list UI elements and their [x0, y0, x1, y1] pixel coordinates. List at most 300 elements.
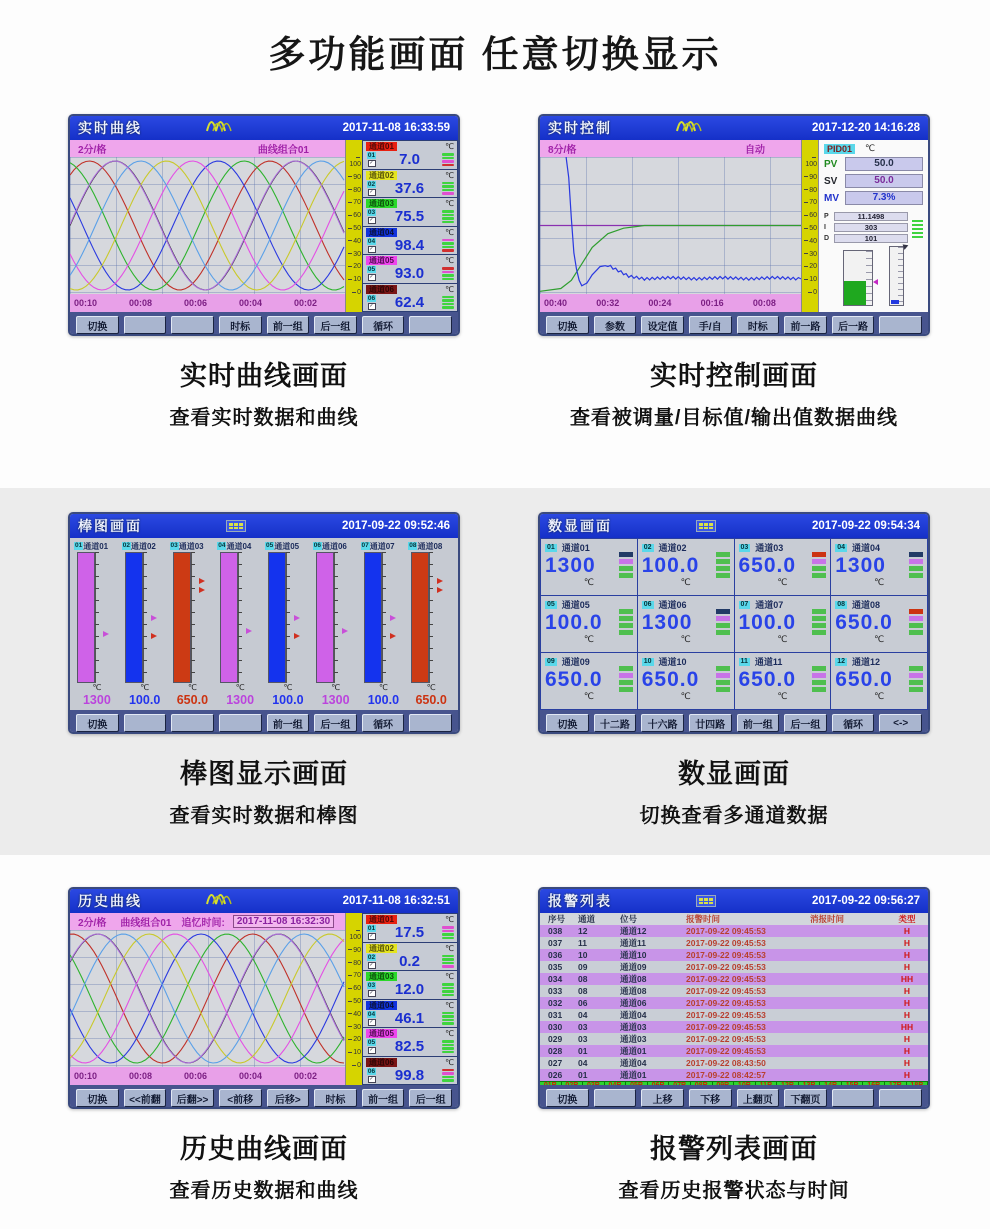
- panel-button[interactable]: 上翻页: [737, 1089, 780, 1107]
- alarm-row[interactable]: [540, 1009, 928, 1021]
- panel-button[interactable]: 设定值: [641, 316, 684, 334]
- time-tick: 00:24: [648, 298, 672, 308]
- alarm-cell: 通道10: [620, 950, 647, 960]
- indicator-bar: [716, 666, 730, 671]
- time-tick: 00:08: [129, 298, 153, 308]
- channel-card-top: [363, 255, 457, 265]
- channel-checkbox[interactable]: ✓: [369, 274, 374, 281]
- digital-cell[interactable]: [831, 539, 927, 595]
- time-tick: 00:02: [294, 298, 318, 308]
- alarm-row[interactable]: [540, 973, 928, 985]
- panel-button[interactable]: 前一组: [737, 714, 780, 732]
- channel-card[interactable]: [363, 943, 457, 971]
- panel-button[interactable]: 后一组: [314, 316, 357, 334]
- channel-number: 08: [409, 542, 417, 549]
- panel-button-blank[interactable]: [171, 316, 214, 334]
- panel-button[interactable]: 后一组: [314, 714, 357, 732]
- scale-tick: 10: [346, 1049, 361, 1056]
- channel-value: 100.0: [641, 554, 700, 577]
- scale-tick: 70: [346, 199, 361, 206]
- digital-cell[interactable]: [831, 596, 927, 652]
- interval-label: 2分/格: [78, 145, 107, 156]
- scale-tick: 20: [346, 1036, 361, 1043]
- caption-title: 数显画面: [678, 759, 790, 789]
- panel-button[interactable]: 时标: [314, 1089, 357, 1107]
- channel-card[interactable]: [363, 198, 457, 226]
- indicator-bar: [442, 933, 454, 936]
- alarm-row[interactable]: [540, 949, 928, 961]
- channel-list: [362, 913, 458, 1085]
- channel-name: 通道03: [755, 543, 784, 553]
- channel-name: 通道11: [754, 657, 783, 667]
- alarm-row[interactable]: [540, 925, 928, 937]
- alarm-row[interactable]: [540, 1033, 928, 1045]
- alarm-cell: 032: [548, 998, 563, 1008]
- indicator-bar: [442, 1015, 454, 1018]
- bar-column-head: [74, 540, 120, 552]
- channel-number: 02: [643, 543, 652, 551]
- indicator-bar: [442, 296, 454, 299]
- channel-indicator-bars: [812, 666, 826, 692]
- alarm-row[interactable]: [540, 1069, 928, 1081]
- alarm-marker-icon: [151, 615, 157, 621]
- alarm-cell: 2017-09-22 09:45:53: [686, 938, 766, 948]
- scale-tick: 70: [346, 972, 361, 979]
- channel-checkbox[interactable]: ✓: [369, 160, 374, 167]
- panel-button[interactable]: 十二路: [594, 714, 637, 732]
- bar-column[interactable]: [265, 540, 311, 709]
- channel-number: 01: [367, 152, 376, 160]
- panel-button[interactable]: 上移: [641, 1089, 684, 1107]
- channel-indicator-bars: [442, 1012, 454, 1025]
- panel-button[interactable]: 后一组: [409, 1089, 452, 1107]
- panel-button[interactable]: 循环: [832, 714, 875, 732]
- button-bar: [70, 312, 458, 336]
- indicator-bar: [619, 616, 633, 621]
- alarm-cell: 通道03: [620, 1022, 647, 1032]
- alarm-cell: 通道06: [620, 998, 647, 1008]
- bar-fill: [411, 552, 429, 683]
- alarm-cell: 通道11: [620, 938, 646, 948]
- control-plot: [540, 157, 801, 294]
- bar-scale: [95, 552, 102, 683]
- bar-column-head: [265, 540, 311, 552]
- alarm-cell: 09: [578, 962, 588, 972]
- digital-cell[interactable]: [831, 653, 927, 709]
- channel-checkbox[interactable]: ✓: [369, 188, 374, 195]
- panel-button[interactable]: 廿四路: [689, 714, 732, 732]
- channel-unit: ℃: [680, 691, 691, 702]
- alarm-cell: 通道01: [620, 1070, 647, 1080]
- curve-infobar: [70, 140, 345, 157]
- channel-name: 通道05: [366, 256, 397, 265]
- alarm-cell: 2017-09-22 09:45:53: [686, 1022, 766, 1032]
- indicator-bar: [812, 616, 826, 621]
- alarm-cell: 2017-09-22 09:45:53: [686, 926, 766, 936]
- realtime-chart[interactable]: [70, 157, 345, 294]
- indicator-bar: [909, 630, 923, 635]
- indicator-bar: [442, 249, 454, 252]
- panel-button-blank[interactable]: [879, 316, 922, 334]
- channel-number-box: [366, 238, 377, 253]
- channel-card-mid: [363, 1038, 457, 1056]
- channel-card-mid: [363, 1010, 457, 1028]
- panel-button[interactable]: 后移>: [267, 1089, 310, 1107]
- alarm-marker-icon: [437, 587, 443, 593]
- alarm-column-header: 序号: [548, 914, 566, 924]
- channel-number-box: [366, 181, 377, 196]
- channel-card[interactable]: [363, 1000, 457, 1028]
- channel-number: 03: [367, 982, 376, 990]
- panel-button[interactable]: 切换: [546, 1089, 589, 1107]
- panel-button[interactable]: 十六路: [641, 714, 684, 732]
- panel-button-blank[interactable]: [124, 714, 167, 732]
- scale-tick: 60: [346, 985, 361, 992]
- bar-area: [170, 552, 216, 683]
- indicator-bar: [619, 673, 633, 678]
- digital-cell[interactable]: [541, 596, 637, 652]
- alarm-column-header: 类型: [898, 914, 916, 924]
- channel-name: 通道02: [366, 944, 397, 953]
- panel-button[interactable]: 循环: [362, 316, 405, 334]
- scale-tick: 100: [346, 154, 361, 168]
- panel-button-blank[interactable]: [409, 316, 452, 334]
- mv-curve: [566, 157, 801, 286]
- digital-cell[interactable]: [638, 653, 734, 709]
- indicator-bar: [442, 1040, 454, 1043]
- panel-button[interactable]: 下翻页: [784, 1089, 827, 1107]
- channel-unit: ℃: [445, 256, 454, 265]
- digital-cell[interactable]: [541, 653, 637, 709]
- indicator-bar: [812, 609, 826, 614]
- channel-unit: ℃: [874, 577, 885, 588]
- indicator-bar: [442, 1012, 454, 1015]
- digital-cell[interactable]: [735, 539, 831, 595]
- panel-button[interactable]: 时标: [219, 316, 262, 334]
- channel-unit: ℃: [445, 142, 454, 151]
- channel-checkbox[interactable]: ✓: [369, 1018, 374, 1025]
- alarm-cell: 04: [578, 1010, 588, 1020]
- panel-button[interactable]: <前移: [219, 1089, 262, 1107]
- bar-column[interactable]: [170, 540, 216, 709]
- bar-graph-body: [70, 538, 458, 710]
- panel-button[interactable]: <<前翻: [124, 1089, 167, 1107]
- channel-card-top: [363, 284, 457, 294]
- indicator-bar: [909, 623, 923, 628]
- channel-card[interactable]: [363, 284, 457, 312]
- alarm-row[interactable]: [540, 937, 928, 949]
- panel-button[interactable]: 前一组: [267, 714, 310, 732]
- channel-indicator-bars: [812, 609, 826, 635]
- panel-button[interactable]: <->: [879, 714, 922, 732]
- value-scale: [801, 140, 818, 312]
- indicator-bar: [442, 962, 454, 965]
- panel-history-curve: [68, 887, 460, 1109]
- button-bar: [540, 1085, 928, 1109]
- channel-card-mid: [363, 294, 457, 312]
- alarm-marker-icon: [294, 615, 300, 621]
- panel-button[interactable]: 切换: [76, 1089, 119, 1107]
- panel-button[interactable]: 手/自: [689, 316, 732, 334]
- channel-name: 通道02: [130, 541, 156, 551]
- panel-button-blank[interactable]: [171, 714, 214, 732]
- digital-cell[interactable]: [541, 539, 637, 595]
- indicator-bar: [442, 221, 454, 224]
- indicator-bar: [619, 623, 633, 628]
- channel-unit: ℃: [445, 1057, 454, 1067]
- panel-button-blank[interactable]: [879, 1089, 922, 1107]
- alarm-cell: 027: [548, 1058, 563, 1068]
- panel-button-blank[interactable]: [832, 1089, 875, 1107]
- alarm-column-header: 消报时间: [810, 914, 845, 924]
- channel-checkbox[interactable]: ✓: [369, 1047, 374, 1054]
- channel-name: 通道06: [366, 1058, 397, 1067]
- alarm-column-header: 报警时间: [686, 914, 721, 924]
- bar-area: [122, 552, 168, 683]
- panel-button-blank[interactable]: [124, 316, 167, 334]
- channel-card-mid: [363, 265, 457, 283]
- indicator-bar: [812, 680, 826, 685]
- channel-card[interactable]: [363, 1057, 457, 1085]
- time-tick: 00:06: [184, 298, 208, 308]
- alarm-cell: 2017-09-22 09:45:53: [686, 1034, 766, 1044]
- channel-number: 02: [367, 180, 376, 188]
- caption-title: 历史曲线画面: [180, 1134, 348, 1164]
- signal-bars-icon: [912, 212, 923, 245]
- alarm-cell: 通道09: [620, 962, 647, 972]
- channel-indicator-bars: [442, 983, 454, 996]
- channel-checkbox[interactable]: ✓: [369, 990, 374, 997]
- channel-card[interactable]: [363, 971, 457, 999]
- channel-unit: ℃: [445, 1000, 454, 1010]
- mode-label: 自动: [745, 145, 765, 156]
- indicator-bar: [812, 552, 826, 557]
- alarm-cell: 2017-09-22 09:45:53: [686, 974, 766, 984]
- channel-number: 06: [367, 1067, 376, 1075]
- channel-card[interactable]: [363, 255, 457, 283]
- alarm-row[interactable]: [540, 1021, 928, 1033]
- bar-column[interactable]: [313, 540, 359, 709]
- panel-header: [540, 116, 928, 140]
- indicator-bar: [442, 926, 454, 929]
- digital-cell[interactable]: [735, 653, 831, 709]
- channel-value: 98.4: [394, 236, 425, 254]
- channel-number: 03: [170, 542, 178, 549]
- digital-cell[interactable]: [735, 596, 831, 652]
- panel-button[interactable]: 参数: [594, 316, 637, 334]
- bar-fill: [220, 552, 238, 683]
- digital-cell[interactable]: [638, 539, 734, 595]
- section-bottom: [0, 855, 990, 1229]
- alarm-cell: 2017-09-22 09:45:53: [686, 998, 766, 1008]
- bar-column-head: [217, 540, 263, 552]
- channel-unit: ℃: [445, 170, 454, 180]
- panel-button-blank[interactable]: [594, 1089, 637, 1107]
- indicator-bar: [442, 267, 454, 270]
- indicator-bar: [442, 182, 454, 185]
- p-label: P: [824, 213, 829, 220]
- indicator-bar: [442, 192, 454, 195]
- alarm-marker-icon: [103, 631, 109, 637]
- section-top: [0, 0, 990, 488]
- panel-title: 实时曲线: [78, 120, 142, 136]
- channel-checkbox[interactable]: ✓: [369, 217, 374, 224]
- pid-tag: PID01: [824, 144, 855, 154]
- channel-unit: ℃: [680, 577, 691, 588]
- channel-name: 通道03: [366, 972, 397, 981]
- bar-column[interactable]: [361, 540, 407, 709]
- alarm-cell: 2017-09-22 09:45:53: [686, 950, 766, 960]
- button-bar: [540, 312, 928, 336]
- panel-digital-display: [538, 512, 930, 734]
- panel-button[interactable]: 时标: [737, 316, 780, 334]
- alarm-cell: 026: [548, 1070, 563, 1080]
- panel-button[interactable]: 循环: [362, 714, 405, 732]
- channel-name: 通道04: [366, 228, 397, 237]
- channel-checkbox[interactable]: ✓: [369, 302, 374, 309]
- alarm-cell: H: [903, 1034, 911, 1044]
- recall-time-value[interactable]: 2017-11-08 16:32:30: [233, 915, 334, 928]
- indicator-bar: [442, 164, 454, 167]
- panel-button-blank[interactable]: [219, 714, 262, 732]
- panel-button[interactable]: 切换: [546, 316, 589, 334]
- indicator-bar: [442, 157, 454, 160]
- panel-button[interactable]: 后一组: [784, 714, 827, 732]
- indicator-bar: [442, 303, 454, 306]
- bar-fill: [173, 552, 191, 683]
- channel-card[interactable]: [363, 170, 457, 198]
- history-chart[interactable]: [70, 930, 345, 1067]
- alarm-row[interactable]: [540, 1057, 928, 1069]
- scale-tick: 40: [802, 238, 817, 245]
- panel-button[interactable]: 切换: [76, 316, 119, 334]
- indicator-bar: [442, 185, 454, 188]
- panel-button[interactable]: 切换: [546, 714, 589, 732]
- channel-card[interactable]: [363, 227, 457, 255]
- channel-unit: ℃: [680, 634, 691, 645]
- channel-number-box: [366, 152, 377, 167]
- time-tick: 00:02: [294, 1071, 318, 1081]
- alarm-cell: 03: [578, 1022, 588, 1032]
- panel-button[interactable]: 后翻>>: [171, 1089, 214, 1107]
- scale-tick: 30: [346, 1024, 361, 1031]
- channel-number: 04: [367, 1010, 376, 1018]
- channel-unit: ℃: [445, 1029, 454, 1038]
- alarm-marker-icon: [294, 633, 300, 639]
- panel-header: [540, 889, 928, 913]
- channel-indicator-bars: [442, 1069, 454, 1082]
- channel-indicator-bars: [442, 210, 454, 223]
- channel-card-top: [363, 170, 457, 180]
- bar-area: [74, 552, 120, 683]
- scale-tick: 100: [346, 927, 361, 941]
- channel-card-mid: [363, 180, 457, 198]
- bar-value: 100.0: [272, 693, 304, 707]
- digital-cell[interactable]: [638, 596, 734, 652]
- channel-card[interactable]: [363, 1028, 457, 1056]
- channel-number-box: [366, 1039, 377, 1054]
- indicator-bar: [442, 955, 454, 958]
- channel-unit: ℃: [445, 972, 454, 981]
- alarm-cell: 028: [548, 1046, 563, 1056]
- alarm-cell: H: [903, 998, 911, 1008]
- alarm-table-header: [540, 913, 928, 925]
- channel-number: 05: [367, 1039, 376, 1047]
- bar-column-head: [408, 540, 454, 552]
- panel-button[interactable]: 前一路: [784, 316, 827, 334]
- bar-column-head: [313, 540, 359, 552]
- button-bar: [70, 1085, 458, 1109]
- channel-indicator-bars: [442, 153, 454, 166]
- value-scale: [345, 140, 362, 312]
- channel-name: 通道02: [366, 171, 397, 180]
- panel-button[interactable]: 下移: [689, 1089, 732, 1107]
- channel-name: 通道08: [417, 541, 443, 551]
- indicator-bar: [909, 687, 923, 692]
- channel-value: 93.0: [394, 265, 425, 283]
- channel-value: 62.4: [394, 293, 425, 311]
- bar-column[interactable]: [408, 540, 454, 709]
- bar-column[interactable]: [122, 540, 168, 709]
- indicator-bar: [442, 239, 454, 242]
- sv-label: SV: [824, 175, 838, 187]
- channel-card[interactable]: [363, 141, 457, 169]
- alarm-cell: 10: [578, 950, 588, 960]
- channel-checkbox[interactable]: ✓: [369, 933, 374, 940]
- scale-tick: 80: [346, 187, 361, 194]
- indicator-bar: [619, 552, 633, 557]
- channel-checkbox[interactable]: ✓: [369, 961, 374, 968]
- channel-indicator-bars: [716, 552, 730, 578]
- panel-button[interactable]: 后一路: [832, 316, 875, 334]
- alarm-row[interactable]: [540, 1045, 928, 1057]
- channel-number: 02: [122, 542, 130, 549]
- channel-number: 01: [547, 543, 555, 551]
- control-chart[interactable]: [540, 157, 801, 294]
- alarm-cell: 通道01: [620, 1046, 647, 1056]
- panel-button[interactable]: 前一组: [362, 1089, 405, 1107]
- bar-column[interactable]: [217, 540, 263, 709]
- channel-number-box: [366, 982, 377, 997]
- indicator-bar: [442, 153, 454, 156]
- panel-button[interactable]: 切换: [76, 714, 119, 732]
- bar-column[interactable]: [74, 540, 120, 709]
- alarm-cell: 通道08: [620, 974, 647, 984]
- channel-card[interactable]: [363, 914, 457, 942]
- channel-checkbox[interactable]: ✓: [369, 1075, 374, 1082]
- trend-curve: [70, 161, 344, 290]
- channel-number-box: [366, 1068, 377, 1083]
- time-tick: 00:06: [184, 1071, 208, 1081]
- alarm-row[interactable]: [540, 997, 928, 1009]
- panel-button-blank[interactable]: [409, 714, 452, 732]
- indicator-bar: [442, 987, 454, 990]
- indicator-bar: [909, 609, 923, 614]
- panel-title: 实时控制: [548, 120, 612, 136]
- interval-label: 8分/格: [548, 145, 577, 156]
- channel-name: 通道10: [658, 657, 687, 667]
- channel-checkbox[interactable]: ✓: [369, 245, 374, 252]
- bar-fill: [125, 552, 143, 683]
- panel-button[interactable]: 前一组: [267, 316, 310, 334]
- alarm-row[interactable]: [540, 961, 928, 973]
- i-label: I: [824, 224, 826, 231]
- alarm-cell: H: [903, 938, 911, 948]
- channel-indicator-bars: [442, 1040, 454, 1053]
- trend-curve: [70, 161, 344, 290]
- channel-number-box: [366, 295, 377, 310]
- alarm-row[interactable]: [540, 985, 928, 997]
